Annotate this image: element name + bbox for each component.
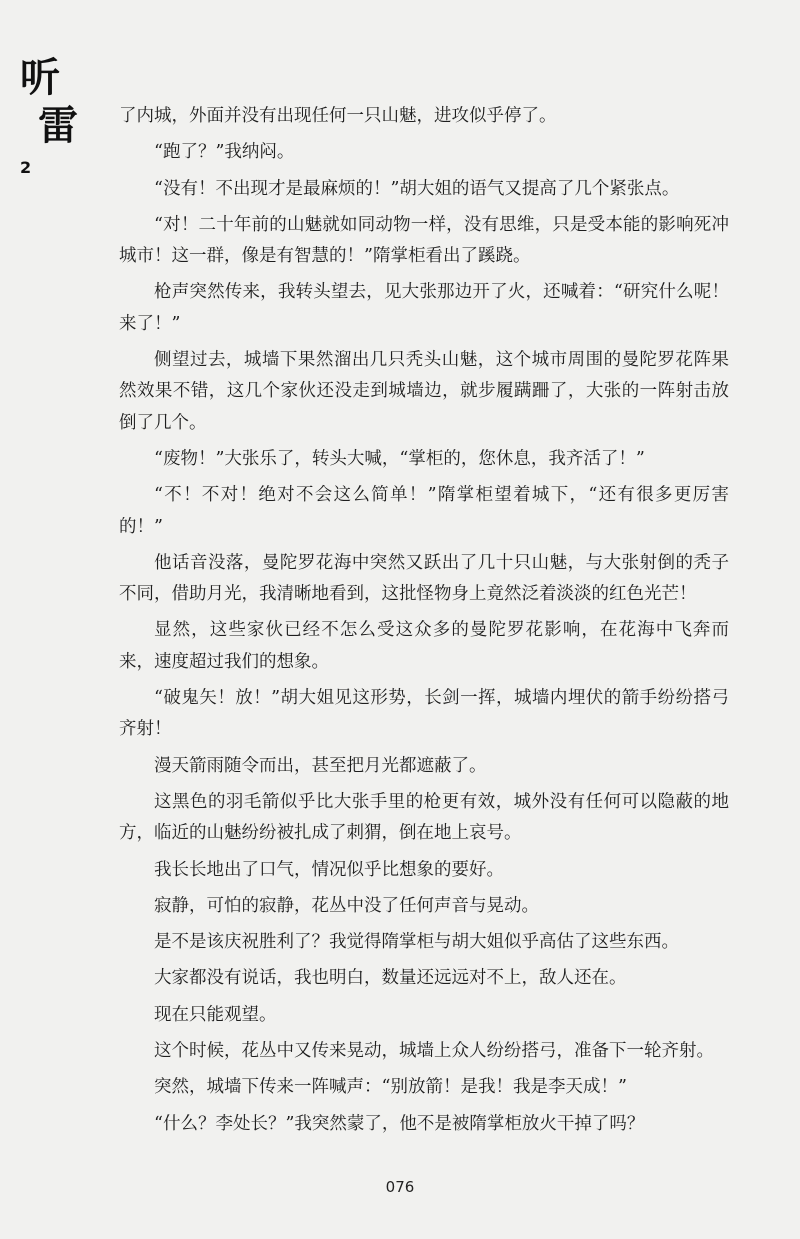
paragraph: 现在只能观望。 <box>154 1004 277 1025</box>
paragraph: “破鬼矢！放！”胡大姐见这形势，长剑一挥，城墙内埋伏的箭手纷纷搭弓齐射！ <box>119 688 729 740</box>
paragraph: “什么？李处长？”我突然蒙了，他不是被隋掌柜放火干掉了吗？ <box>154 1113 645 1134</box>
paragraph: 枪声突然传来，我转头望去，见大张那边开了火，还喊着：“研究什么呢！来了！” <box>119 282 729 334</box>
volume-number: 2 <box>20 158 32 177</box>
paragraph: 他话音没落，曼陀罗花海中突然又跃出了几十只山魅，与大张射倒的秃子不同，借助月光，我清晰地看到，这批怪物身上竟然泛着淡淡的红色光芒！ <box>119 552 729 605</box>
paragraph: 是不是该庆祝胜利了？我觉得隋掌柜与胡大姐似乎高估了这些东西。 <box>154 932 679 953</box>
paragraph: 显然，这些家伙已经不怎么受这众多的曼陀罗花影响，在花海中飞奔而来，速度超过我们的想象。 <box>119 620 729 672</box>
paragraph: 大家都没有说话，我也明白，数量还远远对不上，敌人还在。 <box>154 968 627 989</box>
paragraph: 突然，城墙下传来一阵喊声：“别放箭！是我！我是李天成！” <box>154 1077 627 1098</box>
book-title-char-1: 听 <box>20 54 60 101</box>
page-number: 076 <box>385 1178 415 1196</box>
paragraph: “没有！不出现才是最麻烦的！”胡大姐的语气又提高了几个紧张点。 <box>154 178 680 199</box>
paragraph: 了内城，外面并没有出现任何一只山魅，进攻似乎停了。 <box>119 106 557 126</box>
paragraph: 这个时候，花丛中又传来晃动，城墙上众人纷纷搭弓，准备下一轮齐射。 <box>154 1041 714 1062</box>
paragraph: 这黑色的羽毛箭似乎比大张手里的枪更有效，城外没有任何可以隐蔽的地方，临近的山魅纷纷被扎成了刺猬，倒在地上哀号。 <box>119 791 729 844</box>
paragraph: “对！二十年前的山魅就如同动物一样，没有思维，只是受本能的影响死冲城市！这一群，像是有智慧的！”隋掌柜看出了蹊跷。 <box>119 214 729 267</box>
paragraph: 我长长地出了口气，情况似乎比想象的要好。 <box>154 859 504 880</box>
paragraph: 寂静，可怕的寂静，花丛中没了任何声音与晃动。 <box>154 895 539 916</box>
paragraph: 漫天箭雨随令而出，甚至把月光都遮蔽了。 <box>154 755 487 776</box>
paragraph: 侧望过去，城墙下果然溜出几只秃头山魅，这个城市周围的曼陀罗花阵果然效果不错，这几个家伙还没走到城墙边，就步履蹒跚了，大张的一阵射击放倒了几个。 <box>119 350 729 433</box>
paragraph: “废物！”大张乐了，转头大喊，“掌柜的，您休息，我齐活了！” <box>154 448 645 469</box>
body-text <box>119 101 729 1145</box>
book-title-char-2: 雷 <box>38 102 78 149</box>
paragraph: “跑了？”我纳闷。 <box>154 142 295 163</box>
paragraph: “不！不对！绝对不会这么简单！”隋掌柜望着城下，“还有很多更厉害的！” <box>119 485 729 537</box>
book-title <box>18 54 80 158</box>
